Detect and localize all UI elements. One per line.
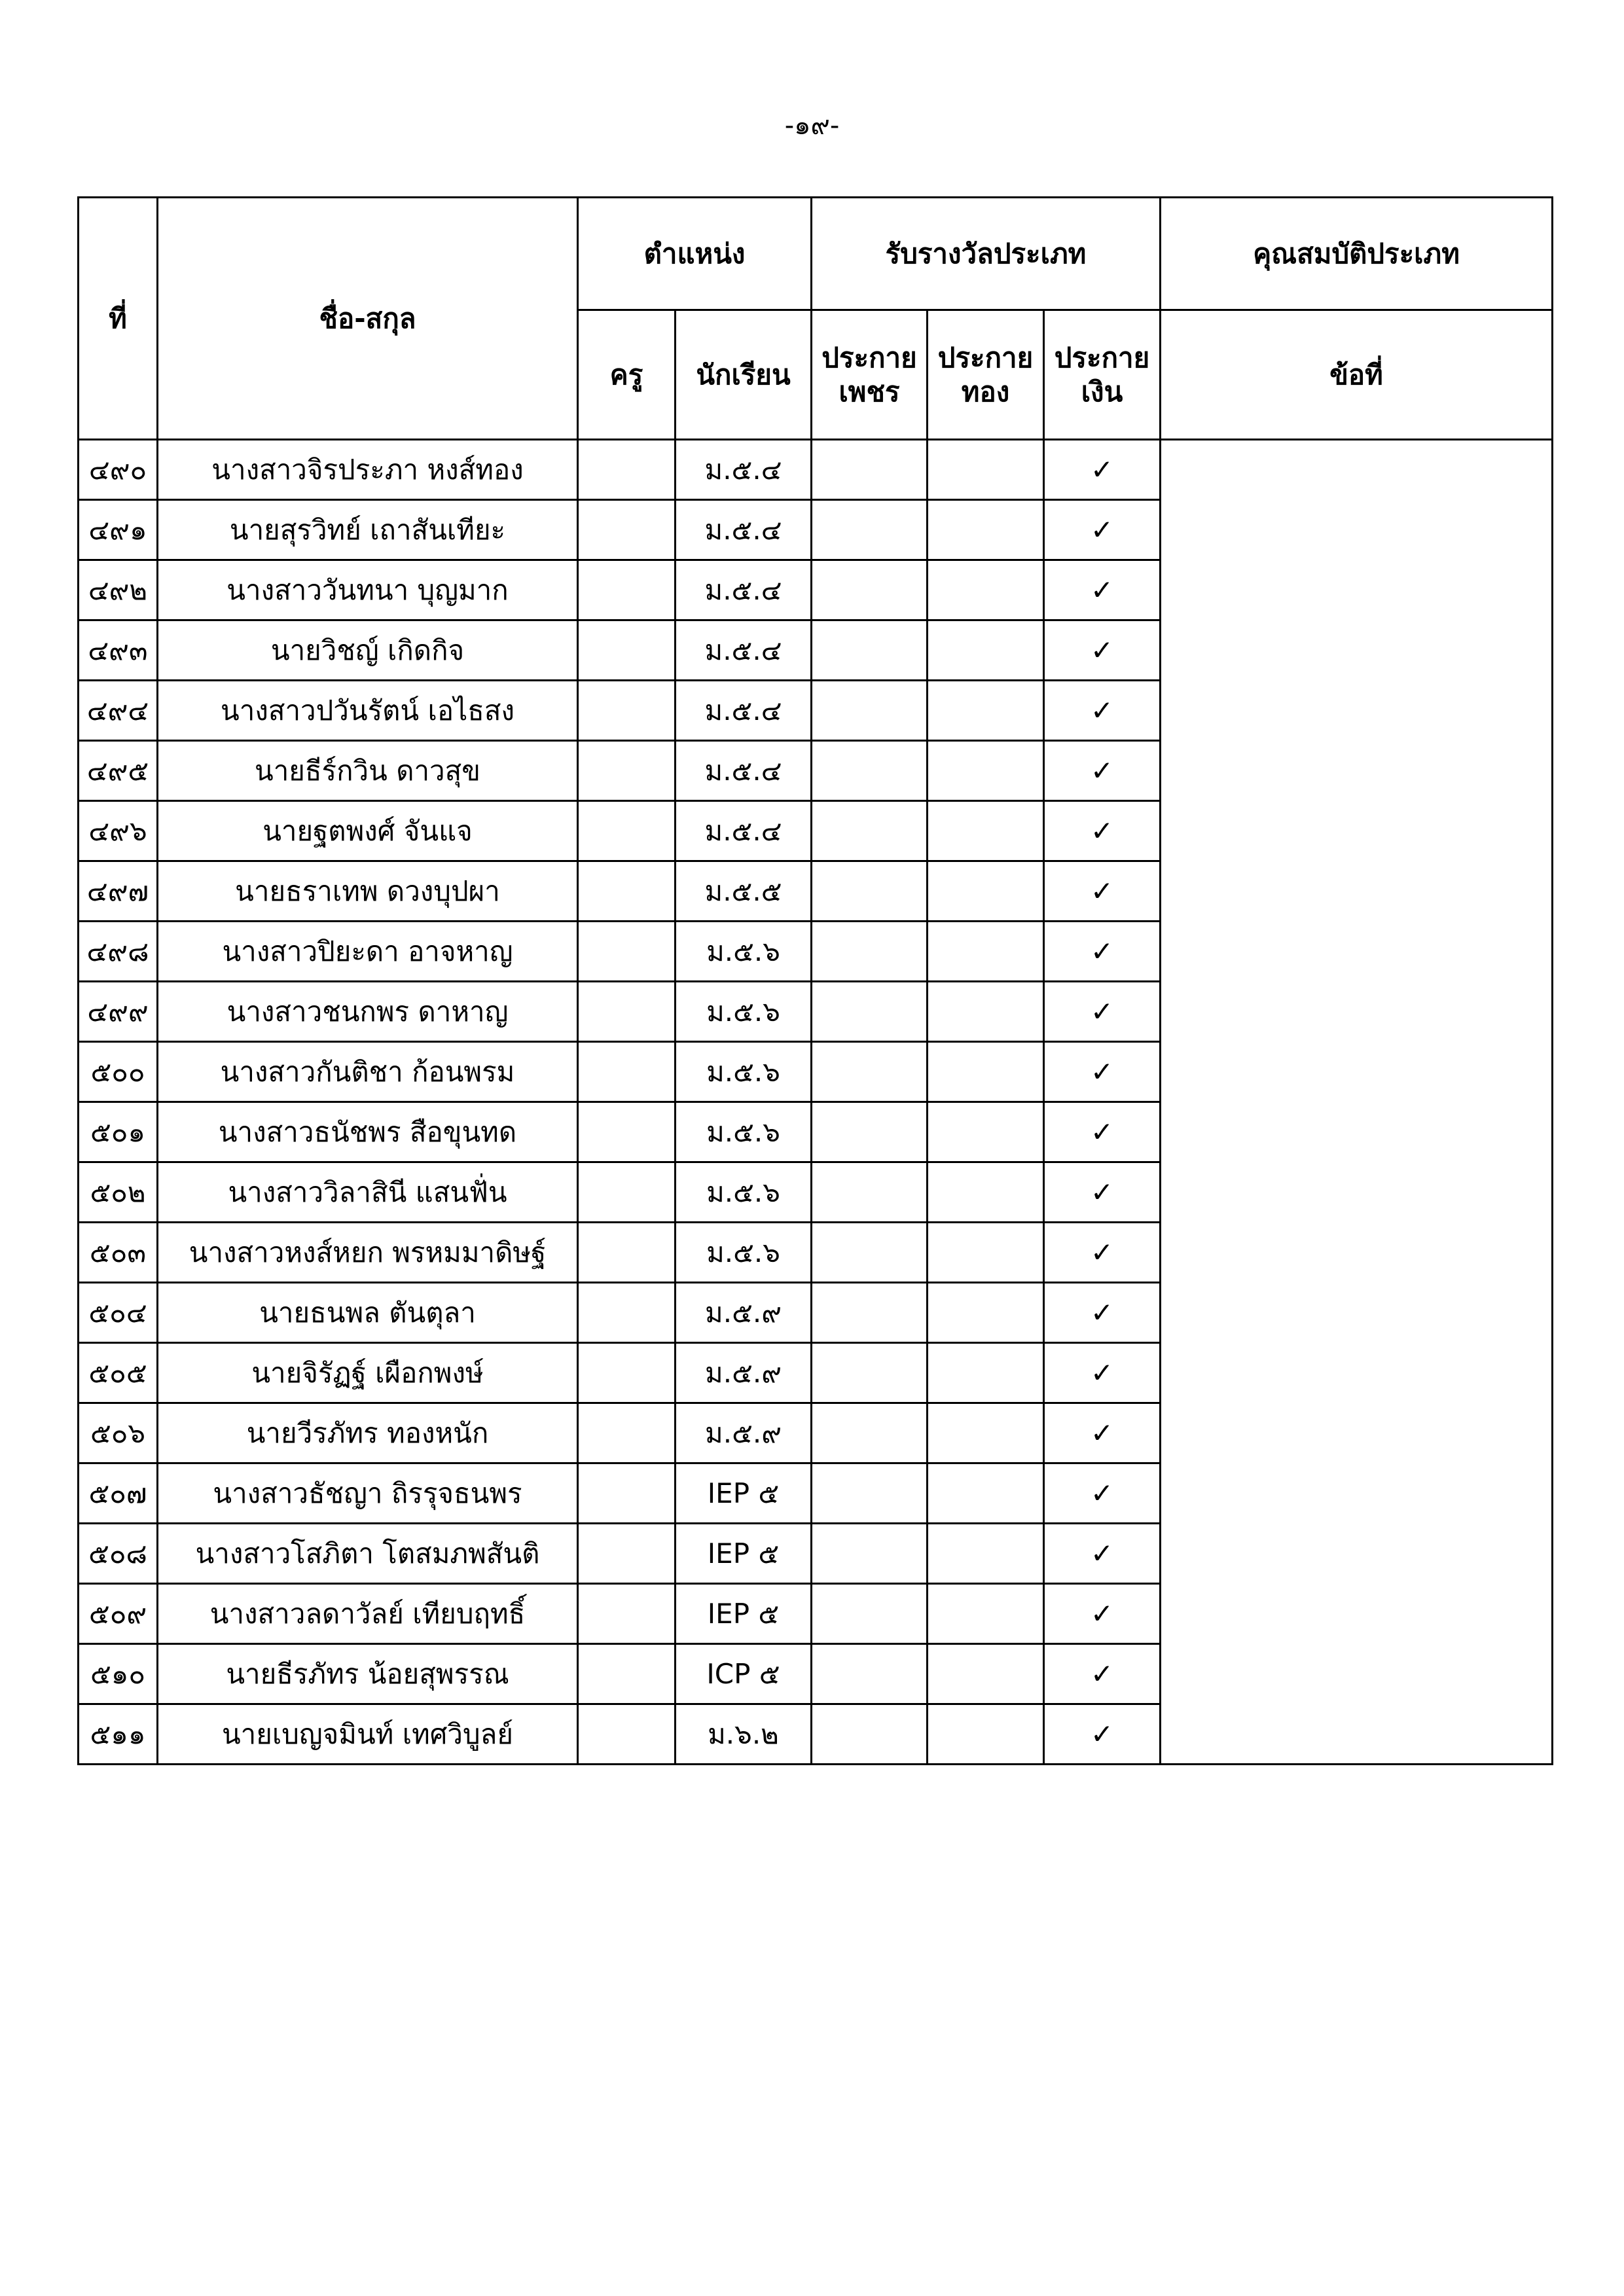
silver-check-icon: ✓ bbox=[1044, 620, 1161, 681]
class-cell: IEP ๕ bbox=[676, 1463, 812, 1524]
class-cell: ม.๕.๔ bbox=[676, 801, 812, 861]
teacher-cell bbox=[578, 861, 676, 922]
diamond-cell bbox=[812, 1102, 928, 1162]
teacher-cell bbox=[578, 1042, 676, 1102]
gold-cell bbox=[928, 1042, 1044, 1102]
header-qualification-type: คุณสมบัติประเภท bbox=[1161, 198, 1553, 310]
diamond-cell bbox=[812, 1042, 928, 1102]
class-cell: IEP ๕ bbox=[676, 1584, 812, 1644]
class-cell: ม.๕.๔ bbox=[676, 620, 812, 681]
silver-check-icon: ✓ bbox=[1044, 1704, 1161, 1765]
header-silver-label: ประกาย เงิน bbox=[1054, 341, 1150, 408]
teacher-cell bbox=[578, 922, 676, 982]
student-name: นายธราเทพ ดวงบุปผา bbox=[158, 861, 578, 922]
student-name: นายเบญจมินท์ เทศวิบูลย์ bbox=[158, 1704, 578, 1765]
class-cell: ม.๕.๕ bbox=[676, 861, 812, 922]
diamond-cell bbox=[812, 1403, 928, 1463]
class-cell: ม.๕.๔ bbox=[676, 500, 812, 560]
gold-cell bbox=[928, 440, 1044, 500]
teacher-cell bbox=[578, 1463, 676, 1524]
gold-cell bbox=[928, 922, 1044, 982]
row-number: ๔๙๑ bbox=[79, 500, 158, 560]
class-cell: ICP ๕ bbox=[676, 1644, 812, 1704]
class-cell: ม.๕.๔ bbox=[676, 741, 812, 801]
gold-cell bbox=[928, 1463, 1044, 1524]
student-name: นายจิรัฏฐ์ เผือกพงษ์ bbox=[158, 1343, 578, 1403]
row-number: ๔๙๔ bbox=[79, 681, 158, 741]
student-name: นางสาวธัชญา ถิรรุจธนพร bbox=[158, 1463, 578, 1524]
table-body bbox=[79, 440, 1553, 1765]
silver-check-icon: ✓ bbox=[1044, 1403, 1161, 1463]
gold-cell bbox=[928, 1584, 1044, 1644]
silver-check-icon: ✓ bbox=[1044, 500, 1161, 560]
diamond-cell bbox=[812, 1524, 928, 1584]
class-cell: ม.๕.๖ bbox=[676, 922, 812, 982]
gold-cell bbox=[928, 620, 1044, 681]
row-number: ๕๐๘ bbox=[79, 1524, 158, 1584]
table-row bbox=[79, 440, 1553, 500]
diamond-cell bbox=[812, 801, 928, 861]
header-position: ตำแหน่ง bbox=[578, 198, 812, 310]
teacher-cell bbox=[578, 1644, 676, 1704]
class-cell: ม.๖.๒ bbox=[676, 1704, 812, 1765]
student-name: นายวีรภัทร ทองหนัก bbox=[158, 1403, 578, 1463]
student-name: นายวิชญ์ เกิดกิจ bbox=[158, 620, 578, 681]
header-silver bbox=[1044, 310, 1161, 440]
silver-check-icon: ✓ bbox=[1044, 1283, 1161, 1343]
teacher-cell bbox=[578, 741, 676, 801]
header-clause: ข้อที่ bbox=[1161, 310, 1553, 440]
student-name: นางสาวหงส์หยก พรหมมาดิษฐ์ bbox=[158, 1223, 578, 1283]
class-cell: ม.๕.๙ bbox=[676, 1283, 812, 1343]
row-number: ๕๐๑ bbox=[79, 1102, 158, 1162]
teacher-cell bbox=[578, 1403, 676, 1463]
diamond-cell bbox=[812, 1343, 928, 1403]
teacher-cell bbox=[578, 681, 676, 741]
diamond-cell bbox=[812, 1644, 928, 1704]
row-number: ๕๐๙ bbox=[79, 1584, 158, 1644]
teacher-cell bbox=[578, 1283, 676, 1343]
gold-cell bbox=[928, 1704, 1044, 1765]
row-number: ๕๐๔ bbox=[79, 1283, 158, 1343]
teacher-cell bbox=[578, 1343, 676, 1403]
row-number: ๕๑๑ bbox=[79, 1704, 158, 1765]
silver-check-icon: ✓ bbox=[1044, 1644, 1161, 1704]
gold-cell bbox=[928, 500, 1044, 560]
header-name: ชื่อ-สกุล bbox=[158, 198, 578, 440]
header-award-type: รับรางวัลประเภท bbox=[812, 198, 1161, 310]
row-number: ๕๐๖ bbox=[79, 1403, 158, 1463]
header-teacher: ครู bbox=[578, 310, 676, 440]
diamond-cell bbox=[812, 922, 928, 982]
class-cell: ม.๕.๖ bbox=[676, 1042, 812, 1102]
silver-check-icon: ✓ bbox=[1044, 922, 1161, 982]
page-number: -๑๙- bbox=[784, 111, 840, 141]
silver-check-icon: ✓ bbox=[1044, 982, 1161, 1042]
gold-cell bbox=[928, 1283, 1044, 1343]
teacher-cell bbox=[578, 801, 676, 861]
student-name: นางสาวปวันรัตน์ เอไธสง bbox=[158, 681, 578, 741]
class-cell: ม.๕.๖ bbox=[676, 982, 812, 1042]
gold-cell bbox=[928, 1102, 1044, 1162]
class-cell: ม.๕.๙ bbox=[676, 1403, 812, 1463]
gold-cell bbox=[928, 681, 1044, 741]
row-number: ๕๐๐ bbox=[79, 1042, 158, 1102]
teacher-cell bbox=[578, 500, 676, 560]
teacher-cell bbox=[578, 440, 676, 500]
diamond-cell bbox=[812, 1162, 928, 1223]
teacher-cell bbox=[578, 620, 676, 681]
diamond-cell bbox=[812, 500, 928, 560]
gold-cell bbox=[928, 560, 1044, 620]
gold-cell bbox=[928, 982, 1044, 1042]
row-number: ๔๙๗ bbox=[79, 861, 158, 922]
row-number: ๕๐๕ bbox=[79, 1343, 158, 1403]
student-name: นางสาววิลาสินี แสนฟั่น bbox=[158, 1162, 578, 1223]
silver-check-icon: ✓ bbox=[1044, 1042, 1161, 1102]
silver-check-icon: ✓ bbox=[1044, 681, 1161, 741]
student-name: นางสาววันทนา บุญมาก bbox=[158, 560, 578, 620]
gold-cell bbox=[928, 1343, 1044, 1403]
row-number: ๕๑๐ bbox=[79, 1644, 158, 1704]
class-cell: ม.๕.๙ bbox=[676, 1343, 812, 1403]
teacher-cell bbox=[578, 1704, 676, 1765]
silver-check-icon: ✓ bbox=[1044, 1223, 1161, 1283]
row-number: ๔๙๐ bbox=[79, 440, 158, 500]
header-diamond-label: ประกาย เพชร bbox=[821, 341, 917, 408]
diamond-cell bbox=[812, 741, 928, 801]
silver-check-icon: ✓ bbox=[1044, 1524, 1161, 1584]
student-name: นายธีรภัทร น้อยสุพรรณ bbox=[158, 1644, 578, 1704]
diamond-cell bbox=[812, 1584, 928, 1644]
table-header bbox=[79, 198, 1553, 440]
student-name: นางสาวโสภิตา โตสมภพสันติ bbox=[158, 1524, 578, 1584]
student-name: นายธนพล ตันตุลา bbox=[158, 1283, 578, 1343]
student-name: นางสาวปิยะดา อาจหาญ bbox=[158, 922, 578, 982]
teacher-cell bbox=[578, 1223, 676, 1283]
header-gold bbox=[928, 310, 1044, 440]
student-name: นางสาวจิรประภา หงส์ทอง bbox=[158, 440, 578, 500]
class-cell: ม.๕.๖ bbox=[676, 1162, 812, 1223]
header-student: นักเรียน bbox=[676, 310, 812, 440]
diamond-cell bbox=[812, 560, 928, 620]
diamond-cell bbox=[812, 982, 928, 1042]
silver-check-icon: ✓ bbox=[1044, 560, 1161, 620]
row-number: ๕๐๒ bbox=[79, 1162, 158, 1223]
row-number: ๕๐๓ bbox=[79, 1223, 158, 1283]
student-name: นางสาวลดาวัลย์ เทียบฤทธิ์ bbox=[158, 1584, 578, 1644]
row-number: ๔๙๕ bbox=[79, 741, 158, 801]
diamond-cell bbox=[812, 861, 928, 922]
gold-cell bbox=[928, 1223, 1044, 1283]
row-number: ๔๙๖ bbox=[79, 801, 158, 861]
teacher-cell bbox=[578, 1524, 676, 1584]
diamond-cell bbox=[812, 681, 928, 741]
gold-cell bbox=[928, 1162, 1044, 1223]
class-cell: ม.๕.๖ bbox=[676, 1223, 812, 1283]
student-name: นายธีร์กวิน ดาวสุข bbox=[158, 741, 578, 801]
silver-check-icon: ✓ bbox=[1044, 1162, 1161, 1223]
silver-check-icon: ✓ bbox=[1044, 1463, 1161, 1524]
silver-check-icon: ✓ bbox=[1044, 440, 1161, 500]
teacher-cell bbox=[578, 1102, 676, 1162]
row-number: ๔๙๓ bbox=[79, 620, 158, 681]
diamond-cell bbox=[812, 1704, 928, 1765]
silver-check-icon: ✓ bbox=[1044, 1584, 1161, 1644]
teacher-cell bbox=[578, 982, 676, 1042]
header-no: ที่ bbox=[79, 198, 158, 440]
row-number: ๔๙๙ bbox=[79, 982, 158, 1042]
class-cell: ม.๕.๔ bbox=[676, 440, 812, 500]
row-number: ๕๐๗ bbox=[79, 1463, 158, 1524]
diamond-cell bbox=[812, 440, 928, 500]
gold-cell bbox=[928, 1644, 1044, 1704]
diamond-cell bbox=[812, 620, 928, 681]
diamond-cell bbox=[812, 1463, 928, 1524]
gold-cell bbox=[928, 801, 1044, 861]
class-cell: IEP ๕ bbox=[676, 1524, 812, 1584]
diamond-cell bbox=[812, 1283, 928, 1343]
row-number: ๔๙๘ bbox=[79, 922, 158, 982]
gold-cell bbox=[928, 1524, 1044, 1584]
class-cell: ม.๕.๖ bbox=[676, 1102, 812, 1162]
student-name: นางสาวชนกพร ดาหาญ bbox=[158, 982, 578, 1042]
gold-cell bbox=[928, 861, 1044, 922]
teacher-cell bbox=[578, 1584, 676, 1644]
silver-check-icon: ✓ bbox=[1044, 1102, 1161, 1162]
silver-check-icon: ✓ bbox=[1044, 801, 1161, 861]
student-name: นางสาวธนัชพร สือขุนทด bbox=[158, 1102, 578, 1162]
diamond-cell bbox=[812, 1223, 928, 1283]
teacher-cell bbox=[578, 560, 676, 620]
student-name: นายสุรวิทย์ เถาสันเทียะ bbox=[158, 500, 578, 560]
gold-cell bbox=[928, 741, 1044, 801]
row-number: ๔๙๒ bbox=[79, 560, 158, 620]
silver-check-icon: ✓ bbox=[1044, 741, 1161, 801]
award-table bbox=[77, 196, 1553, 1765]
class-cell: ม.๕.๔ bbox=[676, 681, 812, 741]
class-cell: ม.๕.๔ bbox=[676, 560, 812, 620]
student-name: นางสาวกันติชา ก้อนพรม bbox=[158, 1042, 578, 1102]
teacher-cell bbox=[578, 1162, 676, 1223]
gold-cell bbox=[928, 1403, 1044, 1463]
header-gold-label: ประกาย ทอง bbox=[937, 341, 1034, 408]
student-name: นายฐตพงศ์ จันแจ bbox=[158, 801, 578, 861]
qualification-clause-cell bbox=[1161, 440, 1553, 1765]
silver-check-icon: ✓ bbox=[1044, 861, 1161, 922]
header-diamond bbox=[812, 310, 928, 440]
silver-check-icon: ✓ bbox=[1044, 1343, 1161, 1403]
